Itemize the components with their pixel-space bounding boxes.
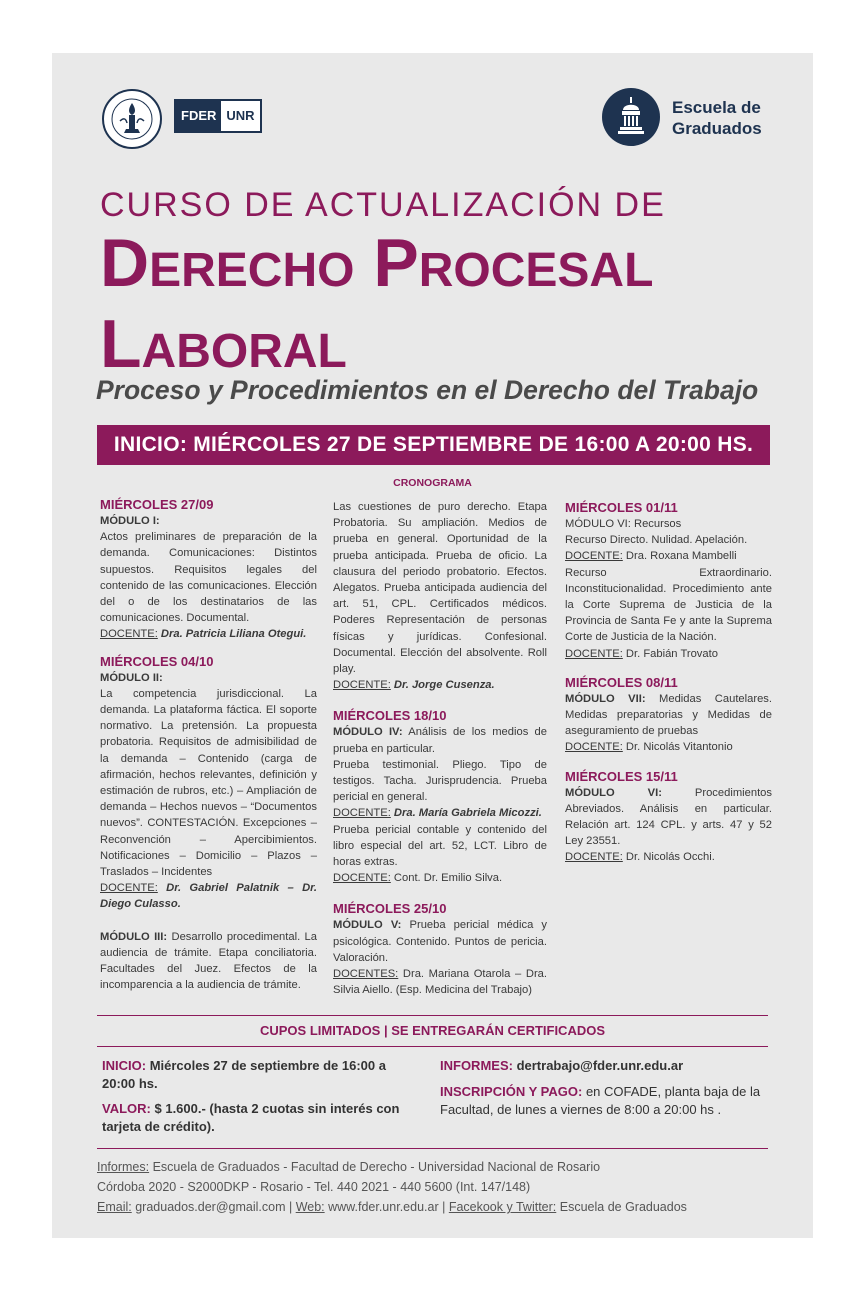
module-description: [565, 691, 772, 740]
teacher-name: Cont. Dr. Emilio Silva.: [393, 872, 503, 885]
module-text: Desarrollo procedimental. La audiencia de trámite. Etapa conciliatoria. Facultades del Juez. Efectos de la incomparencia a la audiencia de trámite.: [100, 930, 317, 992]
module-description: [565, 785, 772, 850]
teacher-line-2: [333, 870, 547, 886]
course-title-line1: Derecho Procesal: [100, 225, 654, 301]
teacher-name: Dr. Jorge Cusenza.: [393, 679, 495, 692]
teacher-line: [333, 805, 547, 821]
session-date: MIÉRCOLES 01/11: [565, 500, 678, 515]
module-iii: [100, 929, 317, 994]
course-title-line2: Laboral: [100, 306, 347, 382]
teacher-label: DOCENTE:: [333, 807, 391, 820]
module-description: La competencia jurisdiccional. La demanda. La plataforma fáctica. El soporte normativo. La pretensión. La propuesta probatoria. Requisitos de admisibilidad de la demanda – Contenido (carga de afirmación, hechos relevantes, definición y estimación de rubros, etc.) – Ampliación de demanda – Hechos nuevos – “Documentos nuevos”. CONTESTACIÓN. Excepciones – Reconvención – Apercibimientos. Notificaciones – Domicilio – Plazos – Traslados – Incidentes: [100, 687, 317, 879]
footer-informes-text: Escuela de Graduados - Facultad de Derecho - Universidad Nacional de Rosario: [152, 1160, 601, 1174]
teacher-label: DOCENTE:: [100, 628, 158, 641]
course-subtitle: Proceso y Procedimientos en el Derecho del Trabajo: [96, 375, 759, 405]
session-18-10: [333, 707, 547, 886]
info-price: [102, 1100, 422, 1135]
session-04-10: [100, 653, 317, 913]
footer-email-label: Email:: [97, 1200, 132, 1214]
module-title: MÓDULO VI: Recursos: [565, 518, 682, 530]
module-title: MÓDULO VII:: [565, 692, 646, 705]
teacher-line-2: [565, 646, 772, 662]
divider-top: [97, 1015, 768, 1016]
session-date: MIÉRCOLES 25/10: [333, 901, 447, 917]
teacher-name: Dr. Nicolás Vitantonio: [625, 741, 733, 754]
session-date: MIÉRCOLES 18/10: [333, 708, 447, 724]
info-registration-label: INSCRIPCIÓN Y PAGO:: [440, 1084, 583, 1099]
info-contact-label: INFORMES:: [440, 1058, 513, 1073]
module-title: MÓDULO VI:: [565, 786, 662, 799]
module-description-2: Recurso Extraordinario. Inconstitucionalidad. Procedimiento ante la Corte Suprema de Justicia de la Provincia de Santa Fe y ante la Suprema Corte de Justicia de la Nación.: [565, 566, 772, 644]
module-text: Prueba pericial médica y psicológica. Contenido. Puntos de pericia. Valoración.: [333, 919, 547, 964]
teacher-label: DOCENTE:: [333, 679, 391, 692]
teacher-line: [565, 548, 772, 564]
module-description: [333, 917, 547, 966]
teacher-name: Dra. Patricia Liliana Otegui.: [160, 628, 307, 641]
session-date: MIÉRCOLES 27/09: [100, 497, 214, 512]
module-description: Actos preliminares de preparación de la demanda. Comunicaciones: Distintos supuestos. Requisitos legales del contenido de las comunicaciones. Elección del o de los destinatarios de las comunicaciones. Documental.: [100, 531, 317, 625]
session-01-11: [565, 499, 772, 662]
teacher-label: DOCENTE:: [565, 851, 623, 864]
info-price-value: $ 1.600.- (hasta 2 cuotas sin interés con tarjeta de crédito).: [102, 1101, 400, 1134]
module-title: MÓDULO III:: [100, 930, 168, 943]
building-dome-icon: [602, 88, 660, 146]
course-pre-title: CURSO DE ACTUALIZACIÓN DE: [100, 186, 666, 224]
divider-middle: [97, 1046, 768, 1047]
fder-unr-logo: [174, 99, 262, 133]
session-08-11: [565, 674, 772, 756]
teacher-label: DOCENTE:: [333, 872, 391, 885]
module-iii-continued: [333, 499, 547, 693]
schedule-column-2: [333, 499, 547, 998]
module-description: Recurso Directo. Nulidad. Apelación.: [565, 534, 748, 547]
teacher-line: [100, 880, 317, 912]
info-contact: [440, 1057, 780, 1075]
teacher-name: Dr. Fabián Trovato: [625, 647, 718, 660]
poster: [52, 53, 813, 1238]
limited-places-notice: CUPOS LIMITADOS | SE ENTREGARÁN CERTIFICADOS: [259, 1023, 606, 1038]
schedule-column-1: [100, 496, 317, 993]
fder-logo-right: UNR: [221, 101, 259, 131]
module-title: MÓDULO V:: [333, 919, 402, 932]
info-start-value: Miércoles 27 de septiembre de 16:00 a 20:00 hs.: [102, 1058, 386, 1091]
teacher-label: DOCENTE:: [565, 550, 623, 563]
footer-web-link[interactable]: www.fder.unr.edu.ar: [328, 1200, 439, 1214]
info-start: [102, 1057, 422, 1092]
session-date: MIÉRCOLES 15/11: [565, 768, 678, 784]
fder-logo-left: FDER: [176, 101, 221, 131]
footer-line-3: Email: graduados.der@gmail.com | Web: www.fder.unr.edu.ar | Facekook y Twitter: Escuela de Graduados: [97, 1200, 687, 1214]
footer: [97, 1157, 687, 1217]
footer-social: Escuela de Graduados: [559, 1200, 687, 1214]
teacher-label: DOCENTE:: [565, 741, 623, 754]
teacher-name: Dr. Nicolás Occhi.: [625, 851, 715, 864]
teacher-line: [100, 626, 317, 642]
school-line1: Escuela de: [672, 98, 761, 117]
footer-web-label: Web:: [295, 1200, 325, 1214]
module-description: [333, 724, 547, 756]
teacher-name: Dra. María Gabriela Micozzi.: [393, 807, 542, 820]
footer-social-label: Facekook y Twitter:: [448, 1200, 557, 1214]
module-description-2: Prueba testimonial. Pliego. Tipo de testigos. Tacha. Jurisprudencia. Prueba pericial en general.: [333, 758, 547, 804]
teacher-name: Dra. Mariana Otarola – Dra. Silvia Aiello. (Esp. Medicina del Trabajo): [333, 968, 547, 997]
teacher-line: [565, 849, 772, 865]
info-start-label: INICIO:: [102, 1058, 147, 1073]
info-registration: [440, 1083, 770, 1118]
module-text: Procedimientos Abreviados. Análisis en particular. Relación art. 124 CPL. y arts. 47 y 52 Ley 23551.: [565, 786, 772, 848]
module-description-3: Prueba pericial contable y contenido del libro especial del art. 52, LCT. Libro de horas extras.: [333, 823, 547, 869]
divider-bottom: [97, 1148, 768, 1149]
info-registration-value: en COFADE, planta baja de la Facultad, de lunes a viernes de 8:00 a 20:00 hs .: [440, 1084, 761, 1117]
footer-line-2: Córdoba 2020 - S2000DKP - Rosario - Tel. 440 2021 - 440 5600 (Int. 147/148): [97, 1180, 531, 1194]
module-text: Medidas Cautelares. Medidas preparatorias y Medidas de aseguramiento de pruebas: [565, 692, 773, 738]
teacher-name: Dr. Gabriel Palatnik – Dr. Diego Culasso.: [100, 882, 317, 911]
module-title: MÓDULO I:: [100, 515, 160, 527]
schedule-heading: CRONOGRAMA: [393, 477, 472, 489]
teacher-label: DOCENTES:: [333, 968, 399, 981]
footer-informes-label: Informes:: [97, 1160, 150, 1174]
graduate-school-name: [672, 97, 762, 139]
module-description: [100, 929, 317, 994]
session-27-09: [100, 496, 317, 643]
footer-email[interactable]: graduados.der@gmail.com: [135, 1200, 286, 1214]
school-line2: Graduados: [672, 119, 762, 138]
unr-seal-icon: [102, 89, 162, 149]
teacher-line: [333, 966, 547, 998]
module-title: MÓDULO IV:: [333, 726, 403, 739]
teacher-name: Dra. Roxana Mambelli: [625, 550, 737, 563]
module-title: MÓDULO II:: [100, 671, 163, 684]
teacher-label: DOCENTE:: [100, 882, 158, 895]
info-price-label: VALOR:: [102, 1101, 151, 1116]
session-date: MIÉRCOLES 08/11: [565, 674, 678, 690]
module-description: Las cuestiones de puro derecho. Etapa Probatoria. Su ampliación. Medios de prueba en general. Oportunidad de la prueba anticipada. Prueba de oficio. La clausura del periodo probatorio. Efectos. Alegatos. Prueba anticipada audiencia del art. 51, CPL. Certificados médicos. Poderes Representación de personas físicas y jurídicas. Confesional. Documental. Elección del absolvente. Roll play.: [333, 501, 547, 676]
footer-line-1: [97, 1157, 687, 1177]
graduate-school-logo: [602, 88, 660, 146]
info-contact-email[interactable]: dertrabajo@fder.unr.edu.ar: [516, 1058, 684, 1073]
session-25-10: [333, 900, 547, 998]
session-date: MIÉRCOLES 04/10: [100, 653, 214, 669]
teacher-label: DOCENTE:: [565, 647, 623, 660]
teacher-line: [333, 677, 547, 693]
schedule-column-3: [565, 499, 772, 866]
start-date-banner: INICIO: MIÉRCOLES 27 DE SEPTIEMBRE DE 16:00 A 20:00 HS.: [97, 425, 770, 465]
session-15-11: [565, 768, 772, 866]
teacher-line: [565, 739, 772, 755]
module-text: Análisis de los medios de prueba en particular.: [333, 726, 547, 755]
